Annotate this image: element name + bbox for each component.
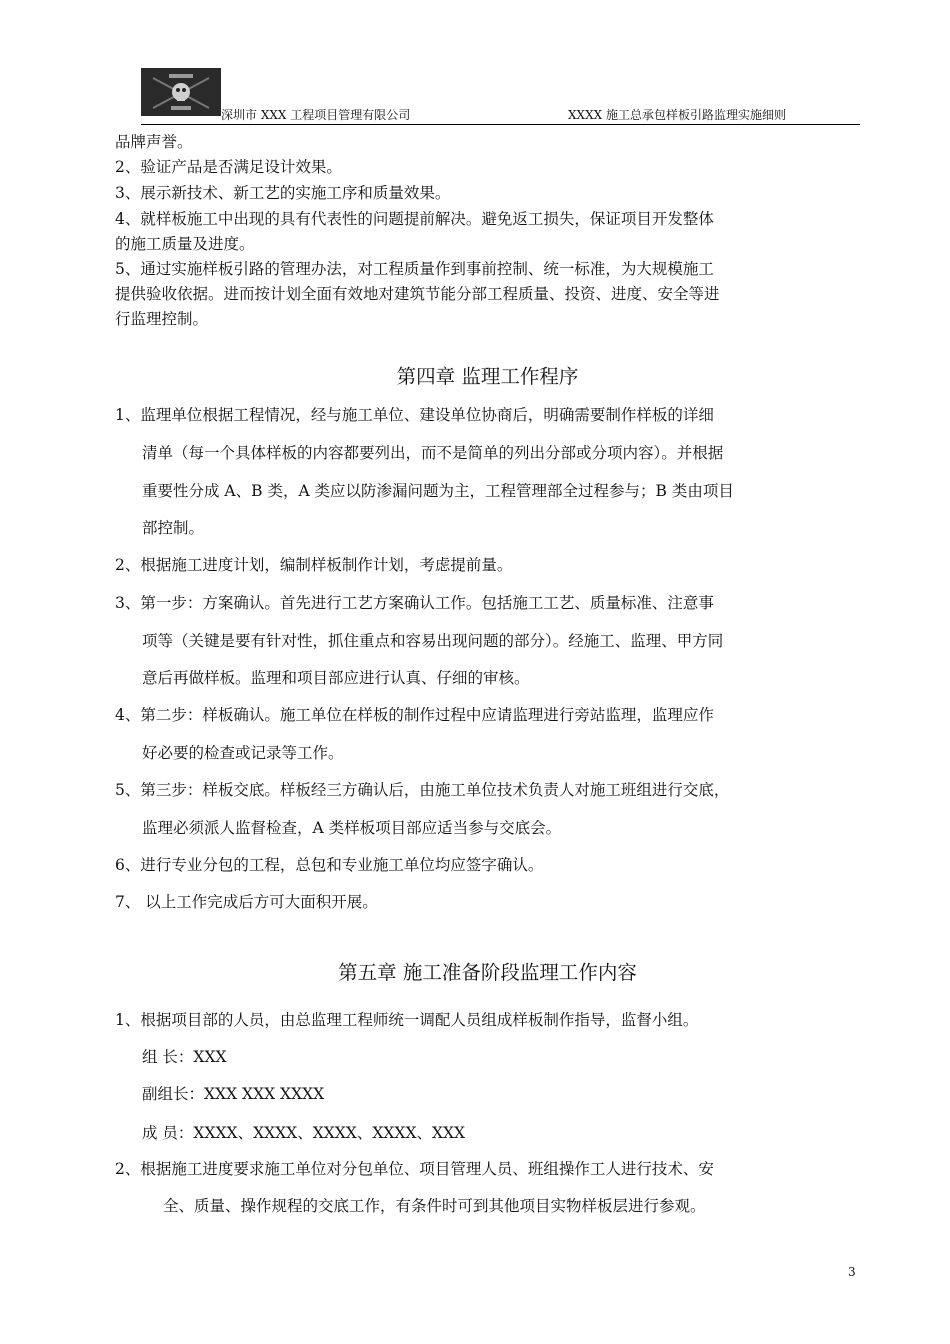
intro-line-1: 品牌声誉。 (115, 133, 193, 151)
ch5-group-deputy: 副组长：XXX XXX XXXX (142, 1085, 325, 1103)
ch4-item-5-line-1: 5、第三步：样板交底。样板经三方确认后，由施工单位技术负责人对施工班组进行交底， (115, 781, 730, 799)
ch4-item-5-line-2: 监理必须派人监督检查，A 类样板项目部应适当参与交底会。 (142, 819, 562, 837)
header-doc-title: XXXX 施工总承包样板引路监理实施细则 (568, 108, 786, 122)
ch4-item-1-line-1: 1、监理单位根据工程情况，经与施工单位、建设单位协商后，明确需要制作样板的详细 (115, 406, 714, 424)
page-number: 3 (848, 1265, 856, 1279)
ch4-item-4-line-1: 4、第二步：样板确认。施工单位在样板的制作过程中应请监理进行旁站监理，监理应作 (115, 706, 714, 724)
ch4-item-3-line-3: 意后再做样板。监理和项目部应进行认真、仔细的审核。 (142, 669, 530, 687)
intro-item-4-line-1: 4、就样板施工中出现的具有代表性的问题提前解决。避免返工损失，保证项目开发整体 (115, 210, 714, 228)
ch5-group-members: 成 员：XXXX、XXXX、XXXX、XXXX、XXX (142, 1124, 466, 1142)
chapter-5-title: 第五章 施工准备阶段监理工作内容 (338, 961, 637, 984)
intro-item-2: 2、验证产品是否满足设计效果。 (115, 158, 342, 176)
ch5-item-2-line-1: 2、根据施工进度要求施工单位对分包单位、项目管理人员、班组操作工人进行技术、安 (115, 1160, 714, 1178)
company-logo (141, 68, 221, 116)
ch4-item-3-line-2: 项等（关键是要有针对性，抓住重点和容易出现问题的部分）。经施工、监理、甲方同 (142, 632, 724, 650)
intro-item-5-line-1: 5、通过实施样板引路的管理办法，对工程质量作到事前控制、统一标准，为大规模施工 (115, 260, 714, 278)
header-divider (141, 124, 860, 125)
intro-item-5-line-3: 行监理控制。 (115, 310, 209, 328)
ch4-item-6: 6、进行专业分包的工程，总包和专业施工单位均应签字确认。 (115, 856, 544, 874)
chapter-4-title: 第四章 监理工作程序 (396, 365, 579, 388)
intro-item-4-line-2: 的施工质量及进度。 (115, 235, 255, 253)
ch4-item-1-line-3: 重要性分成 A、B 类，A 类应以防渗漏问题为主，工程管理部全过程参与；B 类由项目 (142, 482, 734, 500)
ch4-item-2: 2、根据施工进度计划，编制样板制作计划，考虑提前量。 (115, 556, 513, 574)
header-company: 深圳市 XXX 工程项目管理有限公司 (221, 108, 411, 122)
ch4-item-1-line-2: 清单（每一个具体样板的内容都要列出，而不是简单的列出分部或分项内容）。并根据 (142, 444, 724, 462)
skull-logo-icon (141, 68, 221, 116)
ch4-item-3-line-1: 3、第一步：方案确认。首先进行工艺方案确认工作。包括施工工艺、质量标准、注意事 (115, 594, 714, 612)
ch5-item-2-line-2: 全、质量、操作规程的交底工作，有条件时可到其他项目实物样板层进行参观。 (163, 1197, 706, 1215)
ch4-item-4-line-2: 好必要的检查或记录等工作。 (142, 744, 344, 762)
intro-item-3: 3、展示新技术、新工艺的实施工序和质量效果。 (115, 184, 451, 202)
intro-item-5-line-2: 提供验收依据。进而按计划全面有效地对建筑节能分部工程质量、投资、进度、安全等进 (115, 285, 720, 303)
ch4-item-1-line-4: 部控制。 (142, 519, 205, 537)
ch5-group-leader: 组 长：XXX (142, 1048, 227, 1066)
ch4-item-7: 7、 以上工作完成后方可大面积开展。 (115, 893, 378, 911)
ch5-item-1: 1、根据项目部的人员，由总监理工程师统一调配人员组成样板制作指导，监督小组。 (115, 1011, 699, 1029)
